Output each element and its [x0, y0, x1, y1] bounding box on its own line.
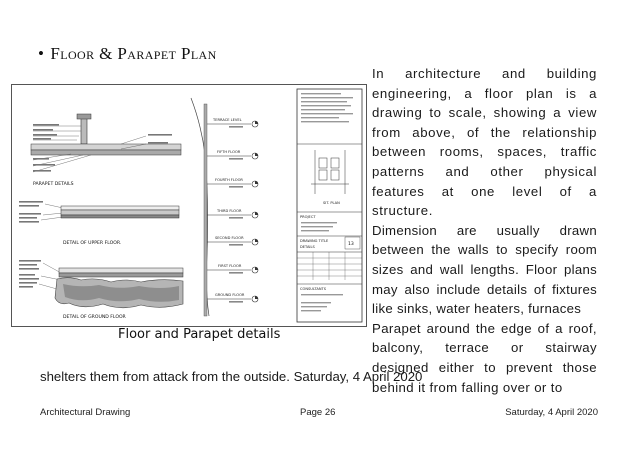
terrace-level-label: TERRACE LEVEL [213, 118, 242, 122]
parapet-details-label: PARAPET DETAILS [33, 182, 74, 187]
second-floor-label: SECOND FLOOR [215, 236, 244, 240]
body-text [372, 64, 597, 397]
floor-parapet-drawing [11, 84, 367, 327]
third-floor-label: THIRD FLOOR [217, 209, 242, 213]
fourth-floor-label: FOURTH FLOOR [215, 178, 243, 182]
first-floor-label: FIRST FLOOR [218, 264, 242, 268]
heading-title: Floor & Parapet Plan [50, 44, 217, 63]
consultants-label: CONSULTANTS [300, 287, 326, 291]
upper-floor-detail-label: DETAIL OF UPPER FLOOR. [63, 241, 122, 246]
footer-course-title: Architectural Drawing [40, 407, 131, 418]
footer-date: Saturday, 4 April 2020 [505, 407, 598, 418]
project-label: PROJECT [300, 215, 316, 219]
slide-heading [38, 44, 217, 64]
figure-caption: Floor and Parapet details [118, 327, 281, 342]
parapet-paragraph: Parapet around the edge of a roof, balcony, terrace or stairway designed either to prevent those behind it from falling over or to [372, 320, 597, 395]
site-plan-label: SIT. PLAN [323, 201, 340, 205]
drawing-details-label: DETAILS [300, 245, 315, 249]
floor-plan-paragraph: In architecture and building engineering, a floor plan is a drawing to scale, showing a view from above, of the relationship between rooms, spaces, traffic patterns and other physical features at one level of a structure. [372, 66, 597, 219]
sheet-number: 13 [348, 242, 354, 247]
fifth-floor-label: FIFTH FLOOR [217, 150, 241, 154]
footer-page-number: Page 26 [300, 407, 336, 418]
bullet-icon: • [38, 44, 45, 63]
dimension-paragraph: Dimension are usually drawn between the walls to specify room sizes and wall lengths. Floor plans may also include details of fixtures like sinks, water heaters, furnaces [372, 222, 597, 317]
ground-floor-label: GROUND FLOOR [215, 293, 245, 297]
ground-floor-detail-label: DETAIL OF GROUND FLOOR [63, 315, 126, 320]
drawing-title-label: DRAWING TITLE [300, 239, 329, 243]
title-block [297, 89, 362, 322]
parapet-paragraph-end: shelters them from attack from the outside. Saturday, 4 April 2020 [40, 369, 423, 384]
